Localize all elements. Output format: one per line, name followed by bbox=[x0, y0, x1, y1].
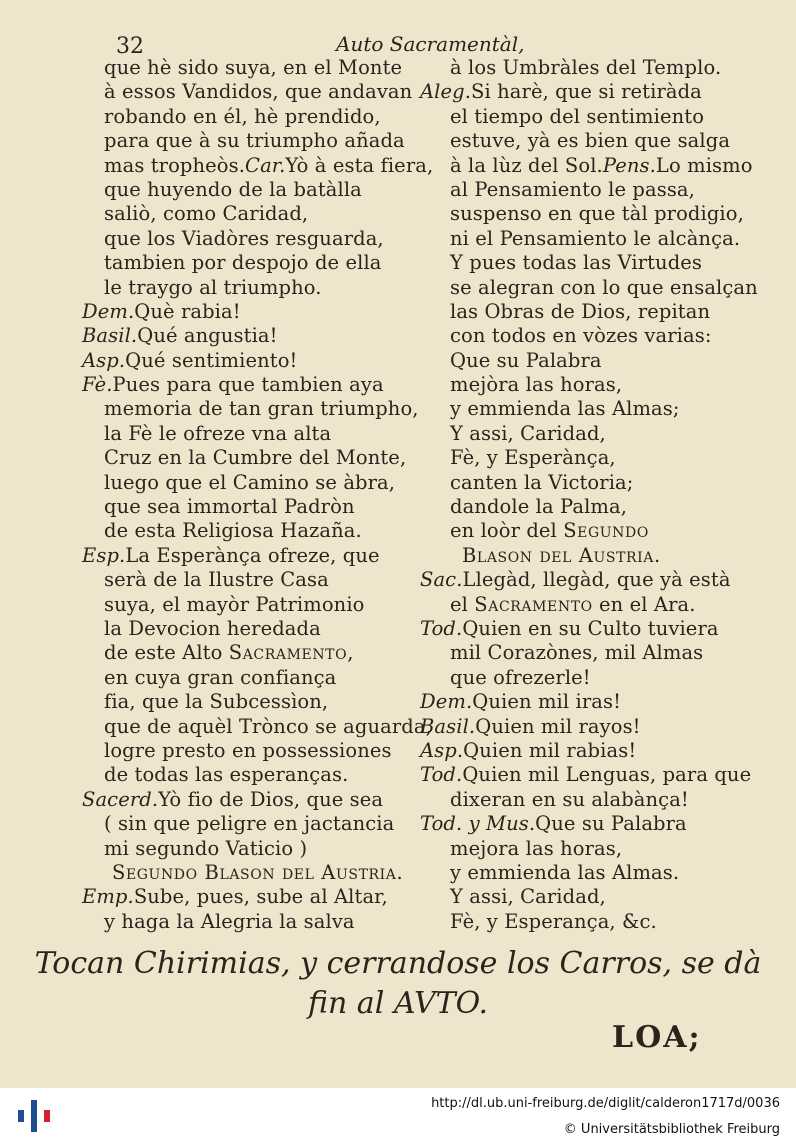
verse-text: Quien mil Lenguas, para que bbox=[462, 763, 752, 787]
verse-text: que los Viadòres resguarda, bbox=[104, 226, 384, 250]
verse-line bbox=[420, 129, 780, 153]
verse-line bbox=[82, 129, 422, 153]
verse-text: para que à su triumpho añada bbox=[104, 129, 405, 153]
verse-text: y emmienda las Almas; bbox=[450, 397, 680, 421]
verse-text: fia, que la Subcessìon, bbox=[104, 690, 329, 714]
speaker-label: Tod. y Mus. bbox=[420, 812, 536, 836]
speaker-label: Tod. bbox=[420, 763, 463, 787]
verse-text: Que su Palabra bbox=[535, 812, 687, 836]
speaker-label: Aleg. bbox=[420, 80, 472, 104]
verse-text: Fè, y Esperànça, bbox=[450, 446, 616, 470]
verse-text: suspenso en que tàl prodigio, bbox=[450, 202, 744, 226]
verse-line bbox=[420, 105, 780, 129]
small-caps-text: Segundo Blason del Austria. bbox=[112, 860, 404, 884]
verse-text: à los Umbràles del Templo. bbox=[450, 56, 722, 79]
verse-line bbox=[420, 80, 780, 104]
verse-text: en loòr del bbox=[450, 519, 564, 543]
verse-text: Y assi, Caridad, bbox=[450, 885, 606, 909]
verse-text: que huyendo de la batàlla bbox=[104, 177, 362, 201]
verse-line bbox=[82, 568, 422, 592]
verse-line bbox=[82, 617, 422, 641]
viewer-footer bbox=[0, 1088, 796, 1145]
speaker-label: Basil. bbox=[420, 714, 476, 738]
verse-line bbox=[82, 202, 422, 226]
verse-line bbox=[420, 715, 780, 739]
speaker-label: Dem. bbox=[82, 299, 135, 323]
verse-line bbox=[420, 544, 780, 568]
small-caps-text: Sacramento bbox=[474, 592, 593, 616]
verse-line bbox=[82, 763, 422, 787]
verse-line bbox=[420, 446, 780, 470]
verse-line bbox=[420, 666, 780, 690]
verse-line bbox=[82, 714, 432, 739]
verse-text: que sea immortal Padròn bbox=[104, 495, 355, 519]
speaker-label: Car. bbox=[245, 153, 286, 177]
verse-line bbox=[82, 422, 422, 446]
verse-line bbox=[82, 373, 422, 397]
verse-line bbox=[420, 471, 780, 495]
verse-line bbox=[82, 788, 422, 812]
verse-text: , bbox=[347, 641, 354, 665]
verse-text: y emmienda las Almas. bbox=[450, 860, 680, 884]
permalink-url[interactable]: http://dl.ub.uni-freiburg.de/diglit/calderon1717d/0036 bbox=[431, 1096, 780, 1111]
ub-freiburg-logo-icon bbox=[14, 1096, 54, 1136]
verse-text: Quien mil rayos! bbox=[475, 714, 641, 738]
verse-line bbox=[82, 544, 422, 568]
verse-line bbox=[420, 397, 780, 421]
verse-text: Què rabia! bbox=[134, 299, 241, 323]
verse-line bbox=[420, 324, 780, 348]
verse-line bbox=[420, 300, 780, 324]
verse-text: canten la Victoria; bbox=[450, 470, 634, 494]
verse-text: Pues para que tambien aya bbox=[112, 373, 384, 397]
speaker-label: Dem. bbox=[420, 690, 473, 714]
verse-text: de esta Religiosa Hazaña. bbox=[104, 519, 362, 543]
verse-text: las Obras de Dios, repitan bbox=[450, 299, 711, 323]
verse-text: con todos en vòzes varias: bbox=[450, 324, 712, 348]
verse-text: à essos Vandidos, que andavan bbox=[104, 80, 413, 104]
small-caps-text: Segundo bbox=[563, 519, 649, 543]
verse-line bbox=[420, 154, 780, 178]
verse-line bbox=[82, 641, 422, 665]
verse-text: mejora las horas, bbox=[450, 836, 623, 860]
verse-line bbox=[82, 861, 422, 885]
verse-line bbox=[82, 812, 422, 836]
running-head: Auto Sacramentàl, bbox=[336, 32, 525, 56]
stage-direction-line-2: fin al AVTO. bbox=[307, 986, 489, 1021]
speaker-label: Tod. bbox=[420, 616, 463, 640]
verse-line bbox=[82, 690, 422, 714]
verse-text: logre presto en possessiones bbox=[104, 738, 392, 762]
verse-text: Yò fio de Dios, que sea bbox=[158, 787, 384, 811]
verse-text: La Esperànça ofreze, que bbox=[125, 543, 380, 567]
verse-text: mi segundo Vaticio ) bbox=[104, 836, 308, 860]
verse-line bbox=[420, 861, 780, 885]
verse-text: dandole la Palma, bbox=[450, 495, 628, 519]
speaker-label: Pens. bbox=[602, 153, 656, 177]
verse-line bbox=[420, 837, 780, 861]
verse-text: luego que el Camino se àbra, bbox=[104, 470, 396, 494]
verse-line bbox=[82, 519, 422, 543]
verse-text: saliò, como Caridad, bbox=[104, 202, 309, 226]
verse-text: Qué angustia! bbox=[137, 324, 278, 348]
verse-line bbox=[82, 910, 422, 934]
verse-line bbox=[82, 105, 422, 129]
verse-line bbox=[420, 276, 780, 300]
verse-text: memoria de tan gran triumpho, bbox=[104, 397, 419, 421]
verse-text: el tiempo del sentimiento bbox=[450, 104, 705, 128]
verse-line bbox=[420, 910, 780, 934]
verse-line bbox=[82, 276, 422, 300]
verse-text: mejòra las horas, bbox=[450, 373, 623, 397]
verse-text: Sube, pues, sube al Altar, bbox=[133, 885, 388, 909]
speaker-label: Asp. bbox=[420, 738, 464, 762]
verse-line bbox=[420, 202, 780, 226]
page-number: 32 bbox=[116, 34, 144, 59]
verse-line bbox=[420, 617, 780, 641]
verse-line bbox=[420, 763, 780, 787]
speaker-label: Fè. bbox=[82, 373, 113, 397]
verse-text: mil Corazònes, mil Almas bbox=[450, 641, 704, 665]
verse-line bbox=[420, 568, 780, 592]
verse-line bbox=[82, 397, 422, 421]
verse-text: Llegàd, llegàd, que yà està bbox=[462, 568, 731, 592]
speaker-label: Basil. bbox=[82, 324, 138, 348]
right-text-column bbox=[420, 56, 780, 934]
verse-line bbox=[420, 422, 780, 446]
verse-text: Y assi, Caridad, bbox=[450, 421, 606, 445]
verse-text: tambien por despojo de ella bbox=[104, 251, 382, 275]
verse-line bbox=[420, 641, 780, 665]
verse-text: y haga la Alegria la salva bbox=[104, 909, 355, 933]
verse-line bbox=[82, 495, 422, 519]
verse-text: de este Alto bbox=[104, 641, 229, 665]
verse-text: estuve, yà es bien que salga bbox=[450, 129, 731, 153]
verse-text: que ofrezerle! bbox=[450, 665, 591, 689]
verse-text: la Devocion heredada bbox=[104, 616, 321, 640]
verse-text: serà de la Ilustre Casa bbox=[104, 568, 329, 592]
verse-text: Yò à esta fiera, bbox=[285, 153, 434, 177]
verse-text: dixeran en su alabànça! bbox=[450, 787, 689, 811]
verse-line bbox=[82, 446, 422, 470]
verse-line bbox=[420, 495, 780, 519]
verse-line bbox=[420, 349, 780, 373]
verse-line bbox=[82, 837, 422, 861]
verse-line bbox=[82, 227, 422, 251]
verse-text: Quien mil iras! bbox=[472, 690, 622, 714]
verse-text: Qué sentimiento! bbox=[125, 348, 298, 372]
speaker-label: Emp. bbox=[82, 885, 134, 909]
verse-line bbox=[420, 739, 780, 763]
verse-line bbox=[420, 519, 780, 543]
verse-text: que hè sido suya, en el Monte bbox=[104, 56, 403, 79]
verse-line bbox=[420, 885, 780, 909]
verse-line bbox=[82, 178, 422, 202]
verse-line bbox=[82, 251, 422, 275]
verse-text: ( sin que peligre en jactancia bbox=[104, 812, 395, 836]
stage-direction-line-1: Tocan Chirimias, y cerrandose los Carros, se dà bbox=[34, 946, 762, 981]
verse-line bbox=[82, 153, 434, 178]
verse-text: Si harè, que si retiràda bbox=[471, 80, 702, 104]
verse-line bbox=[420, 56, 780, 80]
verse-text: Fè, y Esperança, &c. bbox=[450, 909, 657, 933]
small-caps-text: Sacramento bbox=[228, 641, 348, 665]
verse-line bbox=[420, 227, 780, 251]
verse-line bbox=[82, 666, 422, 690]
speaker-label: Sac. bbox=[420, 568, 463, 592]
verse-text: se alegran con lo que ensalçan bbox=[450, 275, 758, 299]
verse-line bbox=[82, 349, 422, 373]
verse-line bbox=[420, 788, 780, 812]
verse-text: mas tropheòs. bbox=[104, 153, 246, 177]
verse-text: la Fè le ofreze vna alta bbox=[104, 421, 332, 445]
verse-line bbox=[82, 324, 422, 348]
verse-text: al Pensamiento le passa, bbox=[450, 177, 695, 201]
verse-line bbox=[82, 593, 422, 617]
verse-text: à la lùz del Sol. bbox=[450, 153, 603, 177]
verse-line bbox=[82, 80, 422, 104]
verse-text: ni el Pensamiento le alcànça. bbox=[450, 226, 741, 250]
verse-line bbox=[82, 885, 422, 909]
verse-text: robando en él, hè prendido, bbox=[104, 104, 381, 128]
verse-line bbox=[420, 690, 780, 714]
verse-line bbox=[420, 812, 780, 836]
verse-text: Y pues todas las Virtudes bbox=[450, 251, 703, 275]
verse-text: suya, el mayòr Patrimonio bbox=[104, 592, 365, 616]
verse-text: en cuya gran confiança bbox=[104, 665, 337, 689]
speaker-label: Asp. bbox=[82, 348, 126, 372]
speaker-label: Esp. bbox=[82, 543, 126, 567]
speaker-label: Sacerd. bbox=[82, 787, 159, 811]
verse-line bbox=[82, 471, 422, 495]
left-text-column bbox=[82, 56, 434, 934]
small-caps-text: Blason del Austria. bbox=[462, 543, 661, 567]
verse-line bbox=[420, 178, 780, 202]
verse-text: Quien en su Culto tuviera bbox=[462, 616, 719, 640]
verse-line bbox=[82, 56, 422, 80]
verse-line bbox=[82, 739, 422, 763]
verse-text: en el Ara. bbox=[592, 592, 696, 616]
verse-text: Quien mil rabias! bbox=[463, 738, 637, 762]
verse-line bbox=[420, 593, 780, 617]
verse-line bbox=[420, 373, 780, 397]
verse-text: el bbox=[450, 592, 475, 616]
verse-text: que de aquèl Trònco se aguarda, bbox=[104, 714, 432, 738]
verse-text: le traygo al triumpho. bbox=[104, 275, 322, 299]
verse-text: de todas las esperanças. bbox=[104, 763, 349, 787]
verse-text: Cruz en la Cumbre del Monte, bbox=[104, 446, 407, 470]
verse-line bbox=[420, 251, 780, 275]
verse-text: Que su Palabra bbox=[450, 348, 602, 372]
copyright-text: © Universitätsbibliothek Freiburg bbox=[563, 1122, 780, 1137]
verse-line bbox=[82, 300, 422, 324]
verse-text: Lo mismo bbox=[655, 153, 753, 177]
catchword: LOA; bbox=[612, 1020, 702, 1055]
